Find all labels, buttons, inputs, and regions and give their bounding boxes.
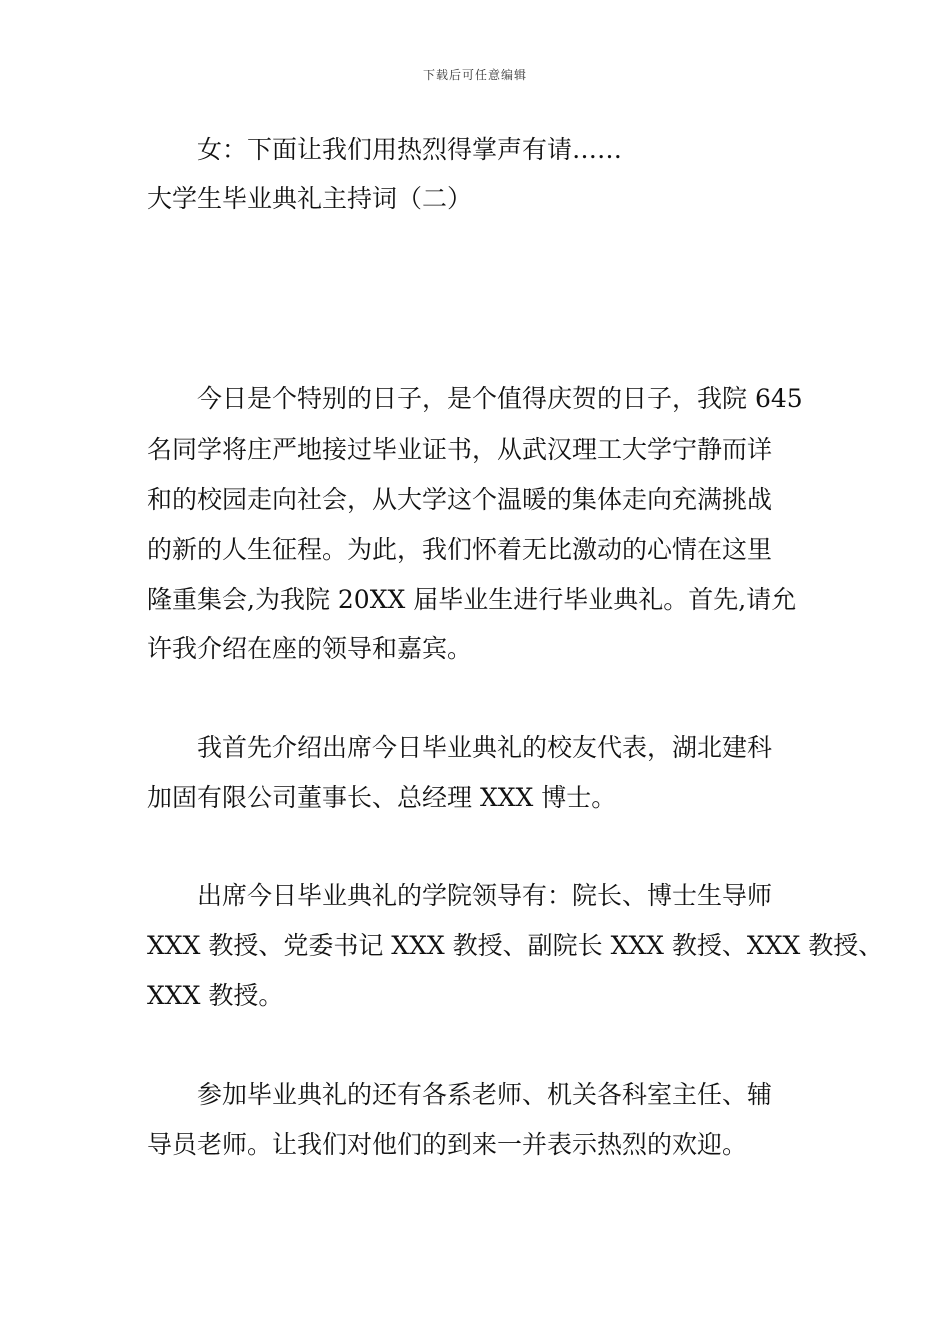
paragraph-line: XXX 教授、党委书记 XXX 教授、副院长 XXX 教授、XXX 教授、: [147, 931, 884, 960]
paragraph-line: 加固有限公司董事长、总经理 XXX 博士。: [147, 783, 617, 812]
paragraph-line: 名同学将庄严地接过毕业证书，从武汉理工大学宁静而详: [147, 435, 773, 464]
section-title: 大学生毕业典礼主持词（二）: [147, 184, 473, 213]
paragraph-line: 导员老师。让我们对他们的到来一并表示热烈的欢迎。: [147, 1130, 748, 1159]
intro-line: 女：下面让我们用热烈得掌声有请……: [197, 135, 623, 164]
paragraph-line: 我首先介绍出席今日毕业典礼的校友代表，湖北建科: [197, 733, 773, 762]
paragraph-line: 隆重集会,为我院 20XX 届毕业生进行毕业典礼。首先,请允: [147, 585, 797, 614]
paragraph-line: 参加毕业典礼的还有各系老师、机关各科室主任、辅: [197, 1080, 773, 1109]
page-header-note: 下载后可任意编辑: [422, 68, 527, 82]
paragraph-line: 出席今日毕业典礼的学院领导有：院长、博士生导师: [197, 881, 773, 910]
paragraph-line: 许我介绍在座的领导和嘉宾。: [147, 634, 473, 663]
paragraph-line: 的新的人生征程。为此，我们怀着无比激动的心情在这里: [147, 535, 773, 564]
paragraph-line: XXX 教授。: [147, 981, 284, 1010]
paragraph-line: 和的校园走向社会，从大学这个温暖的集体走向充满挑战: [147, 485, 773, 514]
paragraph-line: 今日是个特别的日子，是个值得庆贺的日子，我院 645: [197, 384, 803, 413]
